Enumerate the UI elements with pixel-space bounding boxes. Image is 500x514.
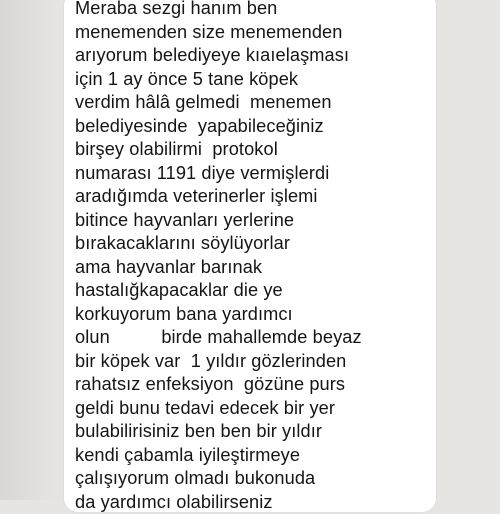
message-line: ama hayvanlar barınak	[75, 256, 435, 280]
message-line: verdim hâlâ gelmedi menemen	[75, 91, 435, 115]
chat-background-edge	[0, 0, 64, 500]
message-text	[75, 0, 435, 514]
message-line: korkuyorum bana yardımcı	[75, 303, 435, 327]
message-line: arıyorum belediyeye kıaıelaşması	[75, 44, 435, 68]
message-line: bırakacaklarını söylüyorlar	[75, 232, 435, 256]
message-line: kendi çabamla iyileştirmeye	[75, 444, 435, 468]
message-line: geldi bunu tedavi edecek bir yer	[75, 397, 435, 421]
message-line: bulabilirisiniz ben ben bir yıldır	[75, 420, 435, 444]
message-line: numarası 1191 diye vermişlerdi	[75, 162, 435, 186]
message-line: da yardımcı olabilirseniz	[75, 491, 435, 514]
message-line: aradığımda veterinerler işlemi	[75, 185, 435, 209]
message-line: olun birde mahallemde beyaz	[75, 326, 435, 350]
message-line: rahatsız enfeksiyon gözüne purs	[75, 373, 435, 397]
message-line: bir köpek var 1 yıldır gözlerinden	[75, 350, 435, 374]
message-line: menemenden size menemenden	[75, 21, 435, 45]
message-line: çalışıyorum olmadı bukonuda	[75, 467, 435, 491]
message-line: belediyesinde yapabileceğiniz	[75, 115, 435, 139]
message-line: bitince hayvanları yerlerine	[75, 209, 435, 233]
message-line: hastalığkapacaklar die ye	[75, 279, 435, 303]
message-line: için 1 ay önce 5 tane köpek	[75, 68, 435, 92]
message-line: birşey olabilirmi protokol	[75, 138, 435, 162]
message-line: Meraba sezgi hanım ben	[75, 0, 435, 21]
incoming-message-bubble[interactable]	[64, 0, 436, 512]
